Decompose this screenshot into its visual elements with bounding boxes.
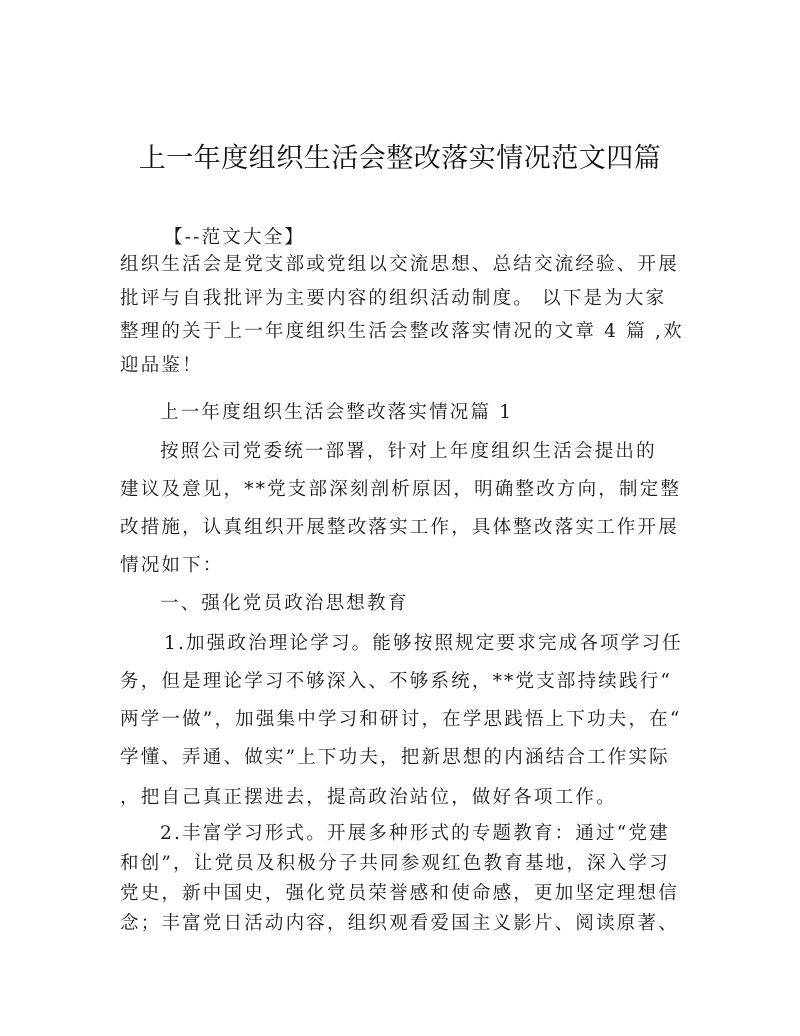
para1-line-1: 按照公司党委统一部署，针对上年度组织生活会提出的 bbox=[160, 441, 657, 462]
intro-line-4: 迎品鉴！ bbox=[120, 355, 203, 376]
para1-line-3: 改措施，认真组织开展整改落实工作，具体整改落实工作开展 bbox=[120, 517, 679, 538]
item1-line-5: ，把自己真正摆进去，提高政治站位，做好各项工作。 bbox=[120, 787, 617, 808]
item1-line-1: 1.加强政治理论学习。能够按照规定要求完成各项学习任 bbox=[164, 633, 683, 654]
section-heading: 上一年度组织生活会整改落实情况篇 1 bbox=[160, 402, 514, 423]
item1-line-2: 务，但是理论学习不够深入、不够系统，**党支部持续践行“ bbox=[120, 671, 673, 692]
intro-line-1: 组织生活会是党支部或党组以交流思想、总结交流经验、开展 bbox=[120, 254, 679, 275]
document-title: 上一年度组织生活会整改落实情况范文四篇 bbox=[138, 143, 662, 174]
subheading: 一、强化党员政治思想教育 bbox=[160, 593, 409, 614]
item2-line-2: 和创”，让党员及积极分子共同参观红色教育基地，深入学习 bbox=[120, 853, 670, 874]
item2-line-3: 党史，新中国史，强化党员荣誉感和使命感，更加坚定理想信 bbox=[120, 883, 679, 904]
item1-line-4: 学懂、弄通、做实”上下功夫，把新思想的内涵结合工作实际 bbox=[120, 747, 670, 768]
intro-line-3: 整理的关于上一年度组织生活会整改落实情况的文章 4 篇 ,欢 bbox=[120, 321, 684, 342]
item2-line-4: 念；丰富党日活动内容，组织观看爱国主义影片、阅读原著、 bbox=[120, 913, 679, 934]
intro-line-2: 批评与自我批评为主要内容的组织活动制度。 以下是为大家 bbox=[120, 288, 667, 309]
item2-line-1: 2.丰富学习形式。开展多种形式的专题教育：通过“党建 bbox=[160, 823, 670, 844]
item1-line-3: 两学一做”，加强集中学习和研讨，在学思践悟上下功夫，在“ bbox=[120, 709, 682, 730]
para1-line-2: 建议及意见，**党支部深刻剖析原因，明确整改方向，制定整 bbox=[120, 479, 682, 500]
para1-line-4: 情况如下： bbox=[120, 555, 224, 576]
source-tag: 【--范文大全】 bbox=[164, 227, 306, 248]
